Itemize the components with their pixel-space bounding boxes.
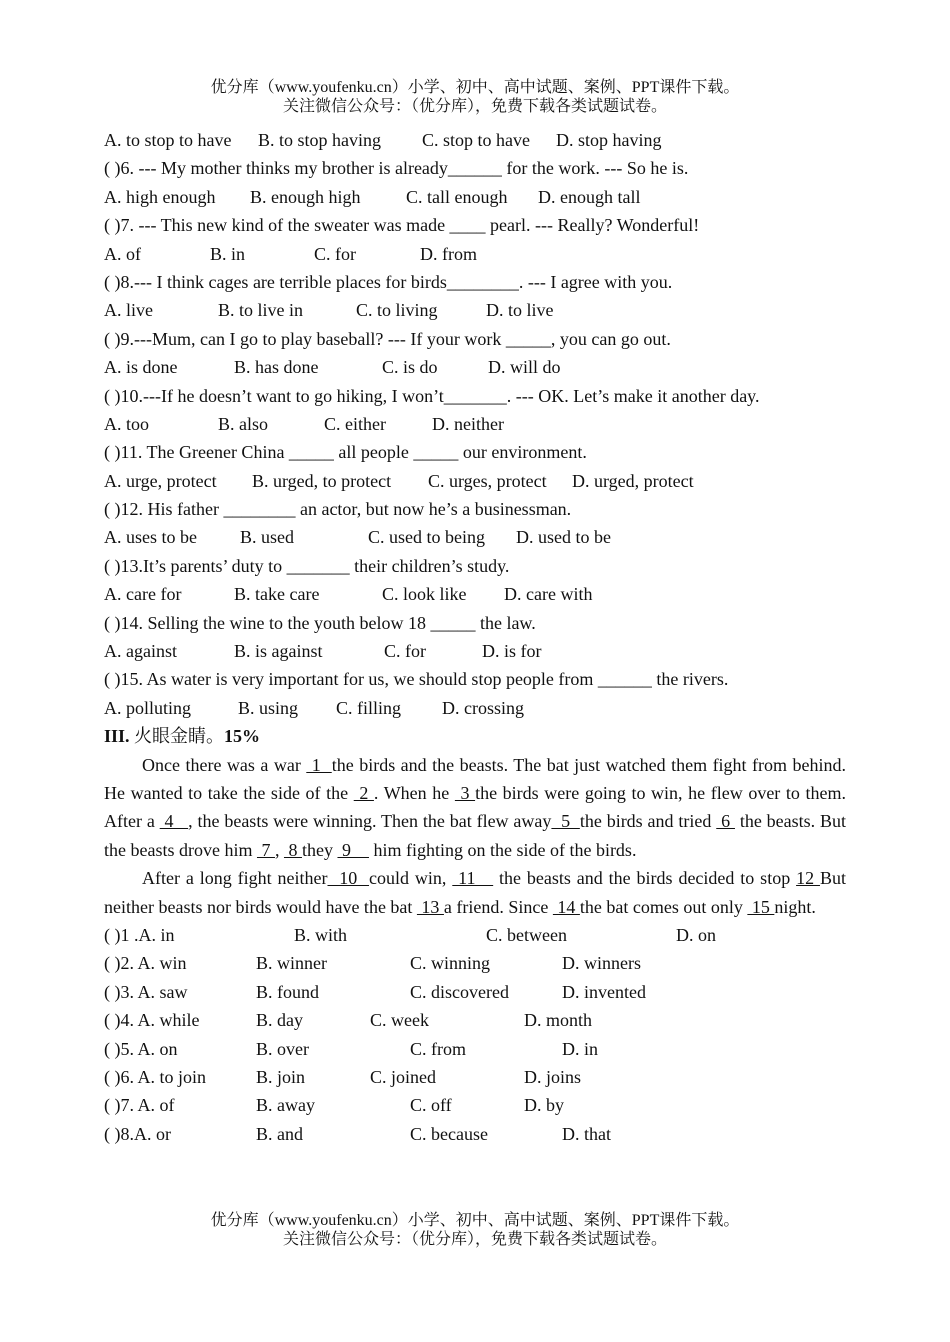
passage-text: the bat comes out only xyxy=(579,896,748,917)
blank-14: 14 xyxy=(552,896,580,917)
passage-text: the birds and tried xyxy=(579,811,717,832)
option: B. join xyxy=(256,1066,306,1087)
question-options xyxy=(104,353,846,381)
option: A. live xyxy=(104,300,153,321)
passage-text: Once there was a war xyxy=(142,754,307,775)
cloze-row xyxy=(104,978,846,1006)
blank-10: 10 xyxy=(327,868,370,889)
question-stem: ( )8.--- I think cages are terrible places for birds________. --- I agree with you. xyxy=(104,271,673,292)
option: C. look like xyxy=(382,584,467,605)
option: B. also xyxy=(218,413,269,434)
passage-text: the beasts. But the beasts drove him xyxy=(104,811,847,860)
option: C. because xyxy=(410,1123,488,1144)
option: D. is for xyxy=(482,641,542,662)
option: D. used to be xyxy=(516,527,611,548)
option: D. will do xyxy=(488,357,561,378)
option: C. tall enough xyxy=(406,186,508,207)
option: C. filling xyxy=(336,697,402,718)
blank-6: 6 xyxy=(716,811,735,832)
blank-4: 4 xyxy=(159,811,189,832)
cloze-number: ( )2. A. win xyxy=(104,953,187,974)
option: D. care with xyxy=(504,584,593,605)
question-options xyxy=(104,467,846,495)
footer-line-1: 优分库（www.youfenku.cn）小学、初中、高中试题、案例、PPT课件下载。 xyxy=(210,1212,740,1229)
option: D. by xyxy=(524,1095,564,1116)
option: B. over xyxy=(256,1038,309,1059)
option: B. is against xyxy=(234,641,323,662)
question-stem: ( )13.It’s parents’ duty to _______ their children’s study. xyxy=(104,555,510,576)
option: D. month xyxy=(524,1010,593,1031)
option: D. urged, protect xyxy=(572,470,694,491)
option: C. off xyxy=(410,1095,452,1116)
blank-15: 15 xyxy=(747,896,775,917)
option: C. to living xyxy=(356,300,438,321)
question-stem: ( )9.---Mum, can I go to play baseball? --- If your work _____, you can go out. xyxy=(104,328,671,349)
blank-7: 7 xyxy=(256,839,275,860)
option: C. for xyxy=(384,641,426,662)
cloze-row xyxy=(104,1120,846,1148)
cloze-number: ( )6. A. to join xyxy=(104,1066,206,1087)
option: A. uses to be xyxy=(104,527,197,548)
page-header xyxy=(0,78,950,116)
option: D. joins xyxy=(524,1066,582,1087)
option: B. has done xyxy=(234,357,319,378)
option: B. and xyxy=(256,1123,303,1144)
option: D. to live xyxy=(486,300,554,321)
option: D. on xyxy=(676,925,716,946)
option: C. from xyxy=(410,1038,466,1059)
passage-paragraph-2 xyxy=(104,864,846,921)
option: B. winner xyxy=(256,953,327,974)
option: B. to live in xyxy=(218,300,303,321)
passage-text: the birds and the beasts. The bat just watched them fight from behind. He wanted to take the side of the xyxy=(104,754,846,803)
option: C. joined xyxy=(370,1066,436,1087)
option: D. invented xyxy=(562,981,646,1002)
question-stem: ( )15. As water is very important for us, we should stop people from ______ the rivers. xyxy=(104,669,729,690)
exam-content xyxy=(104,126,846,1148)
question-stem: ( )11. The Greener China _____ all people _____ our environment. xyxy=(104,442,587,463)
cloze-row xyxy=(104,1091,846,1119)
cloze-row xyxy=(104,921,846,949)
cloze-number: ( )1 .A. in xyxy=(104,925,175,946)
passage-text: , xyxy=(274,839,284,860)
option: C. discovered xyxy=(410,981,509,1002)
option: A. polluting xyxy=(104,697,192,718)
passage-text: After a long fight neither xyxy=(142,868,328,889)
header-line-1: 优分库（www.youfenku.cn）小学、初中、高中试题、案例、PPT课件下载。 xyxy=(210,79,740,96)
option: D. that xyxy=(562,1123,611,1144)
option: A. to stop to have xyxy=(104,130,232,150)
option: C. stop to have xyxy=(422,130,530,150)
blank-3: 3 xyxy=(454,783,476,803)
question-options xyxy=(104,183,846,211)
option: D. enough tall xyxy=(538,186,641,207)
option: B. found xyxy=(256,981,319,1002)
option: B. away xyxy=(256,1095,315,1116)
option: B. urged, to protect xyxy=(252,470,392,491)
q5-options xyxy=(104,126,846,154)
passage-text: But neither beasts nor birds would have the bat xyxy=(104,868,846,917)
cloze-row xyxy=(104,949,846,977)
option: C. urges, protect xyxy=(428,470,547,491)
header-line-2: 关注微信公众号：（优分库），免费下载各类试题试卷。 xyxy=(282,98,667,115)
option: D. from xyxy=(420,243,477,264)
blank-1: 1 xyxy=(306,754,332,775)
blank-5: 5 xyxy=(551,811,580,832)
option: D. stop having xyxy=(556,130,662,150)
footer-line-2: 关注微信公众号：（优分库），免费下载各类试题试卷。 xyxy=(282,1231,667,1248)
option: B. using xyxy=(238,697,299,718)
cloze-row xyxy=(104,1063,846,1091)
passage-text: . When he xyxy=(373,783,455,803)
question-stem: ( )7. --- This new kind of the sweater was made ____ pearl. --- Really? Wonderful! xyxy=(104,215,700,236)
cloze-number: ( )4. A. while xyxy=(104,1010,200,1031)
option: B. day xyxy=(256,1010,303,1031)
option: C. winning xyxy=(410,953,491,974)
cloze-number: ( )3. A. saw xyxy=(104,981,188,1002)
option: D. crossing xyxy=(442,697,524,718)
option: C. used to being xyxy=(368,527,485,548)
cloze-number: ( )8.A. or xyxy=(104,1123,171,1144)
question-stem: ( )6. --- My mother thinks my brother is already______ for the work. --- So he is. xyxy=(104,158,689,179)
section-heading xyxy=(104,722,846,750)
section-title: 火眼金睛。 xyxy=(129,726,225,747)
option: A. care for xyxy=(104,584,182,605)
question-stem: ( )14. Selling the wine to the youth below 18 _____ the law. xyxy=(104,612,536,633)
question-options xyxy=(104,637,846,665)
question-options xyxy=(104,296,846,324)
question-options xyxy=(104,410,846,438)
option: B. in xyxy=(210,243,246,264)
blank-8: 8 xyxy=(283,839,302,860)
page-footer xyxy=(0,1211,950,1249)
option: C. for xyxy=(314,243,356,264)
passage-text: the birds were going to win, he flew over to them. After a xyxy=(104,783,846,832)
option: A. is done xyxy=(104,357,178,378)
question-options xyxy=(104,240,846,268)
option: B. with xyxy=(294,925,348,946)
section-numeral: III. xyxy=(104,726,130,747)
option: B. used xyxy=(240,527,294,548)
option: A. urge, protect xyxy=(104,470,217,491)
blank-12: 12 xyxy=(796,868,820,889)
option: A. high enough xyxy=(104,186,216,207)
blank-13: 13 xyxy=(416,896,444,917)
option: D. winners xyxy=(562,953,641,974)
option: A. of xyxy=(104,243,141,264)
option: C. either xyxy=(324,413,386,434)
blank-9: 9 xyxy=(337,839,369,860)
question-stem: ( )12. His father ________ an actor, but now he’s a businessman. xyxy=(104,499,572,520)
passage-text: , the beasts were winning. Then the bat flew away xyxy=(188,811,552,832)
option: D. in xyxy=(562,1038,598,1059)
cloze-row xyxy=(104,1035,846,1063)
passage-text: him fighting on the side of the birds. xyxy=(368,839,637,860)
blank-2: 2 xyxy=(353,783,374,803)
section-score: 15% xyxy=(224,726,261,747)
blank-11: 11 xyxy=(452,868,494,889)
question-stem: ( )10.---If he doesn’t want to go hiking, I won’t_______. --- OK. Let’s make it another day. xyxy=(104,385,760,406)
question-options xyxy=(104,580,846,608)
cloze-number: ( )7. A. of xyxy=(104,1095,175,1116)
passage-text: could win, xyxy=(369,868,453,889)
question-options xyxy=(104,694,846,722)
option: C. between xyxy=(486,925,567,946)
option: C. week xyxy=(370,1010,429,1031)
option: A. too xyxy=(104,413,149,434)
passage-paragraph-1 xyxy=(104,751,846,865)
passage-text: a friend. Since xyxy=(443,896,553,917)
cloze-row xyxy=(104,1006,846,1034)
passage-text: they xyxy=(301,839,338,860)
option: B. to stop having xyxy=(258,130,382,150)
passage-text: night. xyxy=(774,896,816,917)
option: B. take care xyxy=(234,584,320,605)
option: D. neither xyxy=(432,413,504,434)
option: B. enough high xyxy=(250,186,361,207)
passage-text: the beasts and the birds decided to stop xyxy=(493,868,797,889)
cloze-number: ( )5. A. on xyxy=(104,1038,178,1059)
question-options xyxy=(104,523,846,551)
option: C. is do xyxy=(382,357,438,378)
option: A. against xyxy=(104,641,177,662)
